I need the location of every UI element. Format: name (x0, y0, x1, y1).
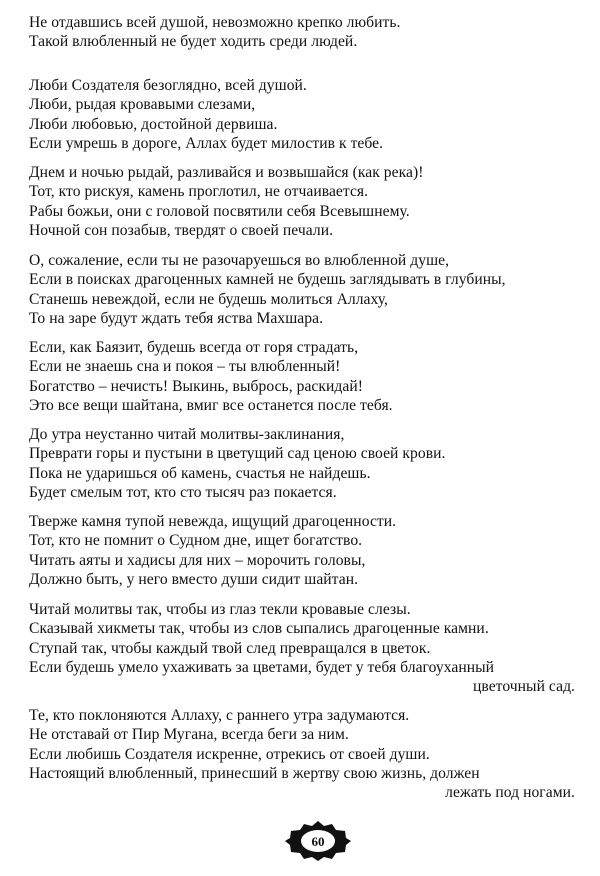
verse-line-continuation: лежать под ногами. (445, 784, 575, 802)
verse-line: Читай молитвы так, чтобы из глаз текли кровавые слезы. (29, 601, 411, 618)
stanza-5 (29, 338, 577, 415)
page-number: 60 (311, 834, 325, 849)
verse-line: Сказывай хикметы так, чтобы из слов сыпались драгоценные камни. (29, 620, 489, 638)
stanza-6 (29, 425, 577, 502)
verse-line: Если, как Баязит, будешь всегда от горя страдать, (29, 339, 359, 356)
verse-line: Если в поисках драгоценных камней не будешь заглядывать в глубины, (29, 271, 506, 289)
stanza-7 (29, 512, 577, 589)
verse-line: Тот, кто рискуя, камень проглотил, не отчаивается. (29, 183, 369, 201)
verse-line: Преврати горы и пустыни в цветущий сад ценою своей крови. (29, 445, 446, 463)
verse-line: До утра неустанно читай молитвы-заклинания, (29, 426, 345, 443)
stanza-9 (29, 706, 577, 802)
verse-line: То на заре будут ждать тебя яства Махшара. (29, 309, 324, 327)
verse-line: Если любишь Создателя искренне, отрекись от своей души. (29, 745, 430, 763)
verse-line: Тот, кто не помнит о Судном дне, ищет богатство. (29, 532, 363, 550)
stanza-1 (29, 13, 577, 52)
verse-line: Те, кто поклоняются Аллаху, с раннего утра задумаются. (29, 707, 410, 724)
stanza-8 (29, 600, 577, 696)
verse-line: Читать аяты и хадисы для них – морочить головы, (29, 551, 366, 569)
verse-line: Должно быть, у него вместо души сидит шайтан. (29, 570, 359, 588)
verse-line: Люби любовью, достойной дервиша. (29, 115, 278, 133)
verse-line: Ночной сон позабыв, твердят о своей печали. (29, 221, 334, 239)
verse-line: Ступай так, чтобы каждый твой след превращался в цветок. (29, 639, 431, 657)
verse-line: Тверже камня тупой невежда, ищущий драгоценности. (29, 513, 397, 530)
stanza-2 (29, 76, 577, 153)
verse-line: Если будешь умело ухаживать за цветами, будет у тебя благоуханный (29, 658, 495, 676)
verse-line: Пока не ударишься об камень, счастья не найдешь. (29, 464, 371, 482)
verse-line: Днем и ночью рыдай, разливайся и возвышайся (как река)! (29, 164, 424, 181)
verse-line: Люби, рыдая кровавыми слезами, (29, 96, 256, 114)
verse-line: Не отдавшись всей душой, невозможно крепко любить. (29, 14, 401, 31)
verse-line: Не отставай от Пир Мугана, всегда беги за ним. (29, 726, 349, 744)
stanza-4 (29, 251, 577, 328)
verse-line: Если не знаешь сна и покоя – ты влюбленный! (29, 358, 341, 376)
verse-line: Настоящий влюбленный, принесший в жертву свою жизнь, должен (29, 764, 480, 782)
verse-line-continuation: цветочный сад. (472, 678, 575, 696)
verse-line: Станешь невеждой, если не будешь молиться Аллаху, (29, 290, 388, 308)
verse-line: О, сожаление, если ты не разочаруешься во влюбленной душе, (29, 252, 450, 269)
verse-line: Будет смелым тот, кто сто тысяч раз покается. (29, 483, 337, 501)
verse-line: Это все вещи шайтана, вмиг все останется после тебя. (29, 396, 393, 414)
verse-line: Рабы божьи, они с головой посвятили себя Всевышнему. (29, 202, 410, 220)
stanza-3 (29, 163, 577, 240)
verse-line: Такой влюбленный не будет ходить среди людей. (29, 33, 358, 51)
verse-line: Богатство – нечисть! Выкинь, выбрось, раскидай! (29, 377, 363, 395)
page-number-ornament (284, 820, 352, 862)
verse-line: Люби Создателя безоглядно, всей душой. (29, 77, 307, 94)
verse-line: Если умрешь в дороге, Аллах будет милостив к тебе. (29, 134, 384, 152)
